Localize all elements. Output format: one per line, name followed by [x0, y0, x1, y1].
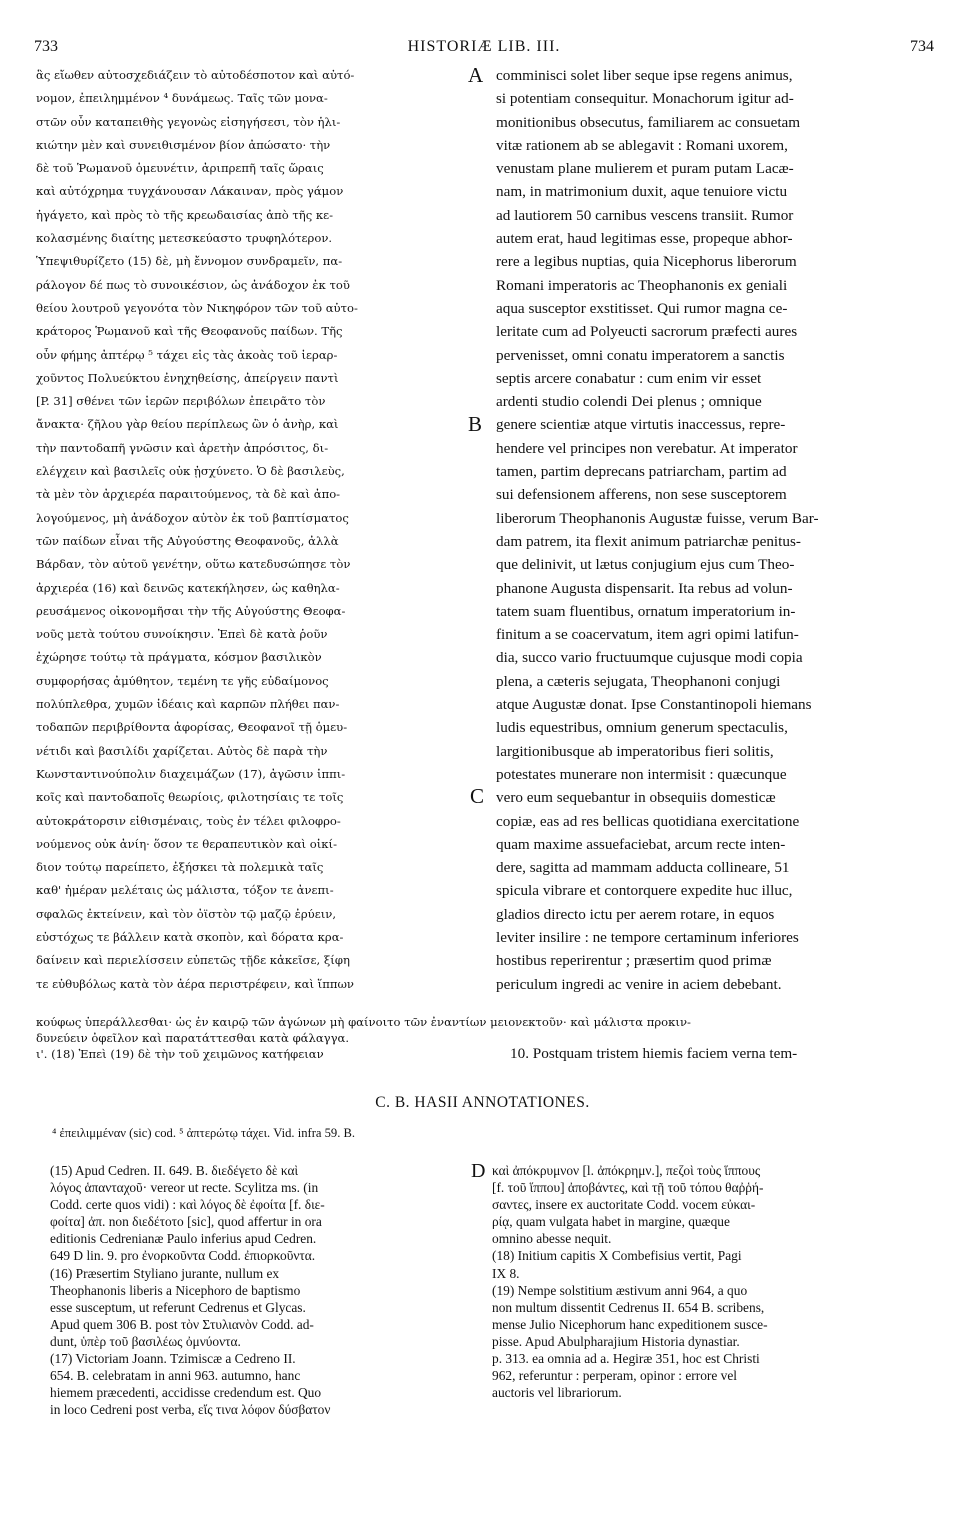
annotation-line: ρίᾳ, quam vulgata habet in margine, quæque: [492, 1214, 730, 1230]
latin-text-line: potestates munerare non intermisit : quæcunque: [496, 765, 787, 783]
greek-text-line: νέτιδι καὶ βασιλίδι χαρίζεται. Αὐτὸς δὲ παρὰ τὴν: [36, 743, 328, 758]
greek-text-line: ἄνακτα· ζῆλου γὰρ θείου περίπλεως ὢν ὁ ἀνὴρ, καὶ: [36, 417, 339, 432]
margin-letter-a: A: [468, 63, 484, 87]
greek-text-line: Ὑπεψιθυρίζετο (15) δὲ, μὴ ἔννομον συνδραμεῖν, πα-: [36, 254, 343, 269]
running-title: HISTORIÆ LIB. III.: [407, 38, 561, 55]
greek-text-line: δὲ τοῦ Ῥωμανοῦ ὁμευνέτιν, ἀριπρεπῆ ταῖς ὥραις: [36, 161, 324, 176]
annotation-line: auctoris vel librariorum.: [492, 1385, 622, 1401]
latin-text-line: tamen, partim deprecans patriarcham, partim ad: [496, 463, 787, 481]
latin-text-line: spicula vibrare et contorquere expedite huc illuc,: [496, 882, 793, 900]
annotations-left-column: [50, 1162, 470, 1418]
latin-text-line: genere scientiæ atque virtutis inaccessus, repre-: [496, 416, 786, 434]
annotation-line: hiemem præcedenti, accidisse credendum est. Quo: [50, 1385, 322, 1401]
greek-text-line: σφαλῶς ἐκτείνειν, καὶ τὸν ὀϊστὸν τῷ μαζῷ ἐρύειν,: [36, 906, 337, 921]
latin-text-line: leviter insilire : ne tempore certaminum inferiores: [496, 928, 799, 946]
annotation-line: dunt, ὑπὲρ τοῦ βασιλέως ὀμνύοντα.: [50, 1333, 241, 1349]
greek-text-line: ἐχώρησε τούτῳ τὰ πράγματα, κόσμον βασιλικὸν: [36, 650, 322, 665]
greek-text-line: ελέγχειν καὶ βασιλεῖς οὐκ ᾐσχύνετο. Ὁ δὲ βασιλεὺς,: [36, 464, 345, 479]
chapter-start-latin: 10. Postquam tristem hiemis faciem verna tem-: [510, 1045, 798, 1062]
latin-text-line: leritate cum ad Polyeucti sacrorum præfecti aures: [496, 323, 798, 341]
greek-text-line: κοῖς καὶ παντοδαποῖς θεωρίοις, φιλοτησίαις τε τοῖς: [36, 790, 344, 805]
latin-text-line: pervenisset, omni conatu imperatorem a sanctis: [496, 346, 785, 364]
greek-text-line: πολύπλεθρα, χυμῶν ἰδέαις καὶ καρπῶν πλήθει παν-: [36, 697, 340, 712]
greek-text-line: εὐστόχως τε βάλλειν κατὰ σκοπὸν, καὶ δόρατα κρα-: [36, 929, 344, 944]
latin-text-line: si potentiam consequitur. Monachorum igitur ad-: [496, 90, 794, 108]
greek-text-line: θείου λουτροῦ γεγονότα τὸν Νικηφόρον τῶν τοῦ αὐτο-: [36, 300, 358, 315]
latin-text-line: dia, succo vario fructuumque cujusque modi copia: [496, 649, 803, 667]
greek-text-line: ἃς εἴωθεν αὐτοσχεδιάζειν τὸ αὐτοδέσποτον καὶ αὐτό-: [36, 68, 355, 82]
latin-text-line: plena, a cæteris sejugata, Theophanoni conjugi: [496, 672, 781, 690]
latin-text-line: dere, sagitta ad mammam adducta collineare, 51: [496, 859, 790, 877]
latin-text-line: vero eum sequebantur in obsequiis domesticæ: [496, 789, 776, 807]
annotation-line: (19) Nempe solstitium æstivum anni 964, a quo: [492, 1282, 748, 1298]
annotation-line: Codd. certe quos vidi) : καὶ λόγος δὲ ἐφοίτα [f. διε-: [50, 1197, 325, 1213]
latin-text-line: nam, in matrimonium duxit, aque tenuiore victu: [496, 183, 788, 201]
greek-text-line: χοῦντος Πολυεύκτου ἐνηχηθείσης, ἀπείργειν παντὶ: [36, 370, 339, 385]
latin-text-line: septis arcere conabatur : cum enim vir esset: [496, 369, 762, 387]
greek-text-line: ρευσάμενος οἰκονομῆσαι τὴν τῆς Αὐγούστης Θεοφα-: [36, 603, 346, 618]
greek-text-line: Βάρδαν, τὸν αὐτοῦ γενέτην, οὕτω κατεδυσώπησε τὸν: [36, 557, 351, 572]
annotation-line: (15) Apud Cedren. II. 649. B. διεδέγετο δὲ καὶ: [50, 1163, 299, 1178]
annotation-line: 654. B. celebratam in anni 963. autumno, hanc: [50, 1368, 301, 1384]
latin-text-line: autem erat, haud legitimas esse, propeque abhor-: [496, 230, 793, 248]
greek-text-line: τὴν παντοδαπῆ γνῶσιν καὶ ἀρετὴν ἀπρόσιτος, δι-: [36, 440, 329, 455]
latin-text-line: rere a legibus nuptias, quia Nicephorus liberorum: [496, 253, 797, 271]
latin-text-line: aqua susceptor exstitisset. Qui rumor magna ce-: [496, 299, 788, 317]
greek-text-line: διον τούτῳ παρείπετο, ἐξήσκει τὰ πολεμικὰ ταῖς: [36, 860, 324, 875]
latin-text-line: quam maxime assuefaciebat, arcum recte inten-: [496, 835, 786, 853]
greek-text-line: νούμενος οὐκ ἀνίη· ὅσον τε θεραπευτικὸν καὶ οἰκί-: [36, 836, 338, 851]
greek-text-line: στῶν οὖν καταπειθὴς γεγονὼς εἰσηγήσεσι, τὸν ἡλι-: [36, 114, 341, 129]
greek-text-column: [36, 64, 462, 996]
latin-text-line: copiæ, eas ad res bellicas quotidiana exercitatione: [496, 812, 800, 830]
annotation-line: in loco Cedreni post verba, εἴς τινα λόφον δύσβατον: [50, 1402, 331, 1418]
latin-text-line: dam patrem, ita flexit animum patriarchæ penitus-: [496, 532, 801, 550]
greek-text-line: συμφορήσας ἀμύθητον, τεμένη τε γῆς εὐδαίμονος: [36, 673, 329, 688]
annotation-line: (18) Initium capitis X Combefisius vertit, Pagi: [492, 1248, 742, 1264]
greek-text-line: κράτορος Ῥωμανοῦ καὶ τῆς Θεοφανοῦς παίδων. Τῆς: [36, 324, 343, 339]
annotation-line: (16) Præsertim Styliano jurante, nullum ex: [50, 1265, 280, 1281]
annotation-line: esse susceptum, ut referunt Cedrenus et Glycas.: [50, 1299, 306, 1315]
margin-letter-c: C: [470, 784, 485, 808]
annotation-line: editionis Cedrenianæ Paulo inferius apud Cedren.: [50, 1231, 317, 1247]
greek-text-line: κολασμένης διαίτης μετεσκεύαστο τρυφηλότερον.: [36, 231, 333, 246]
latin-text-line: hendere vel principes non verebatur. At imperator: [496, 439, 798, 457]
greek-text-line: τὰ μὲν τὸν ἀρχιερέα παραιτούμενος, τὰ δὲ καὶ ἀπο-: [36, 487, 341, 502]
greek-text-line: τῶν παίδων εἶναι τῆς Αὐγούστης Θεοφανοῦς, ἀλλὰ: [36, 533, 339, 548]
greek-text-line: Κωνσταντινούπολιν διαχειμάζων (17), ἀγῶσιν ἱππι-: [36, 766, 346, 781]
annotation-line: λόγος ἁπανταχοῦ· vereor ut recte. Scylitza ms. (in: [50, 1180, 319, 1196]
annotation-line: non multum dissentit Cedrenus II. 654 B. scribens,: [492, 1299, 765, 1315]
latin-text-line: largitionibusque ab imperatoribus fieri solitis,: [496, 742, 774, 760]
latin-text-line: phanone Augusta dispensarit. Ita rebus ad volun-: [496, 579, 793, 597]
latin-text-line: periculum ingredi ac venire in aciem debebant.: [496, 975, 782, 993]
greek-text-line: νομον, ἐπειλημμένον ⁴ δυνάμεως. Ταῖς τῶν μονα-: [36, 91, 328, 106]
annotation-line: omnino abesse nequit.: [492, 1231, 612, 1247]
greek-text-line: νοῦς μετὰ τούτου συνοίκησιν. Ἐπεὶ δὲ κατὰ ῥοῦν: [36, 627, 328, 642]
full-width-greek-line: κούφως ὑπεράλλεσθαι· ὡς ἐν καιρῷ τῶν ἀγώνων μὴ φαίνοιτο τῶν ἐναντίων μειονεκτοῦν· καὶ μάλιστα προκιν-: [36, 1015, 691, 1029]
latin-text-line: ardenti studio colendi Dei plenus ; omnique: [496, 393, 762, 411]
critical-footnotes: ⁴ ἐπειλιμμέναν (sic) cod. ⁵ ἀπτερώτῳ τάχει. Vid. infra 59. B.: [52, 1126, 356, 1140]
greek-text-line: λογούμενος, μὴ ἀνάδοχον αὐτὸν ἐκ τοῦ βαπτίσματος: [36, 510, 349, 525]
greek-text-line: [P. 31] σθένει τῶν ἱερῶν περιβόλων ἐπειρᾶτο τὸν: [36, 394, 326, 409]
latin-text-line: ad lautiorem 50 carnibus vescens transiit. Rumor: [496, 206, 794, 224]
running-header: [34, 38, 934, 58]
annotation-line: pisse. Apud Abulpharajium Historia dynastiar.: [492, 1333, 740, 1349]
latin-text-line: hostibus reperirentur ; præsertim quod primæ: [496, 952, 772, 970]
margin-letter-b: B: [468, 412, 483, 436]
annotations-heading: C. B. HASII ANNOTATIONES.: [375, 1094, 590, 1111]
latin-text-line: que delinivit, ut lætus conjugium ejus cum Theo-: [496, 556, 795, 574]
greek-text-line: δαίνειν καὶ περιελίσσειν εὐπετῶς τῇδε κἀκεῖσε, ξίφη: [36, 953, 350, 968]
margin-letter-d: D: [471, 1160, 486, 1182]
greek-text-line: ἀρχιερέα (16) καὶ δεινῶς κατεκήλησεν, ὡς καθηλα-: [36, 580, 340, 595]
latin-text-line: liberorum Theophanonis Augustæ fuisse, verum Bar-: [496, 509, 819, 527]
annotation-line: 962, referuntur : perperam, opinor : errore vel: [492, 1368, 738, 1384]
chapter-start-greek: ι'. (18) Ἐπεὶ (19) δὲ τὴν τοῦ χειμῶνος κατήφειαν: [36, 1047, 324, 1061]
annotation-line: 649 D lin. 9. pro ἐνορκοῦντα Codd. ἐπιορκοῦντα.: [50, 1248, 316, 1264]
left-page-number: 733: [34, 38, 58, 55]
annotations-right-column: [492, 1162, 932, 1401]
greek-text-line: τοδαπῶν περιβρίθοντα ἀφορίσας, Θεοφανοῖ τῇ ὁμευ-: [36, 720, 348, 735]
latin-text-line: vitæ rationem ab se ablegavit : Romani uxorem,: [496, 136, 788, 154]
latin-text-line: sui defensionem afferens, non sese susceptorem: [496, 486, 787, 504]
greek-text-line: τε εὐθυβόλως κατὰ τὸν ἀέρα περιστρέφειν, καὶ ἵππων: [36, 976, 354, 991]
annotation-line: [f. τοῦ ἵππου] ἀποβάντες, καὶ τῇ τοῦ τόπου θαῤῥή-: [492, 1180, 764, 1196]
annotation-line: Theophanonis liberis a Nicephoro de baptismo: [50, 1282, 301, 1298]
greek-text-line: καὶ αὐτόχρημα τυγχάνουσαν Λάκαιναν, πρὸς γάμον: [36, 184, 344, 199]
latin-text-column: [496, 64, 932, 996]
annotation-line: (17) Victoriam Joann. Tzimiscæ a Cedreno II.: [50, 1351, 296, 1367]
annotation-line: σαντες, insere ex auctoritate Codd. vocem εὐκαι-: [492, 1197, 756, 1213]
latin-text-line: comminisci solet liber seque ipse regens animus,: [496, 67, 793, 84]
latin-text-line: finitum a se coacervatum, item agri opimi latifun-: [496, 626, 799, 644]
greek-text-line: καθ' ἡμέραν μελέταις ὡς μάλιστα, τόξον τε ἀνεπι-: [36, 883, 334, 898]
annotation-line: mense Julio Nicephorum hanc expeditionem susce-: [492, 1316, 768, 1332]
latin-text-line: venustam plane mulierem et puram putam Lacæ-: [496, 160, 794, 178]
annotation-line: IX 8.: [492, 1265, 520, 1281]
latin-text-line: gladios directo ictu per aerem rotare, in equos: [496, 905, 775, 923]
latin-text-line: monitionibus obsecutus, familiarem ac consuetam: [496, 113, 801, 131]
latin-text-line: ludis equestribus, omnium generum spectaculis,: [496, 719, 788, 737]
latin-text-line: atque Augustæ donat. Ipse Constantinopoli hiemans: [496, 696, 812, 714]
greek-text-line: κιώτην μὲν καὶ συνειθισμένον βίον ἀπώσατο· τὴν: [36, 137, 331, 152]
greek-text-line: οὖν φήμης ἀπτέρῳ ⁵ τάχει εἰς τὰς ἀκοὰς τοῦ ἱεραρ-: [36, 347, 338, 362]
full-width-greek-line-2: δυνεύειν ὀφεῖλον καὶ παρατάττεσθαι κατὰ φάλαγγα.: [36, 1031, 350, 1045]
greek-text-line: ἠγάγετο, καὶ πρὸς τὸ τῆς κρεωδαισίας ἀπὸ τῆς κε-: [36, 207, 334, 222]
latin-text-line: tatem suam fluentibus, ornatum imperatorium in-: [496, 602, 796, 620]
annotation-line: p. 313. ea omnia ad a. Hegiræ 351, hoc est Christi: [492, 1351, 760, 1367]
greek-text-line: αὐτοκράτορσιν εἰθισμέναις, τοὺς ἐν τέλει φιλοφρο-: [36, 813, 341, 828]
annotation-line: φοίτα] ἀπ. non διεδέτοτο [sic], quod affertur in ora: [50, 1214, 322, 1230]
latin-text-line: Romani imperatoris ac Theophanonis ex geniali: [496, 276, 788, 294]
greek-text-line: ράλογον δέ πως τὸ συνοικέσιον, ὡς ἀνάδοχον ἐκ τοῦ: [36, 277, 350, 292]
right-page-number: 734: [910, 38, 934, 55]
annotation-line: καὶ ἀπόκρυμνον [l. ἀπόκρημν.], πεζοὶ τοὺς ἵππους: [492, 1163, 761, 1178]
annotation-line: Apud quem 306 B. post τὸν Στυλιανὸν Codd. ad-: [50, 1316, 314, 1332]
